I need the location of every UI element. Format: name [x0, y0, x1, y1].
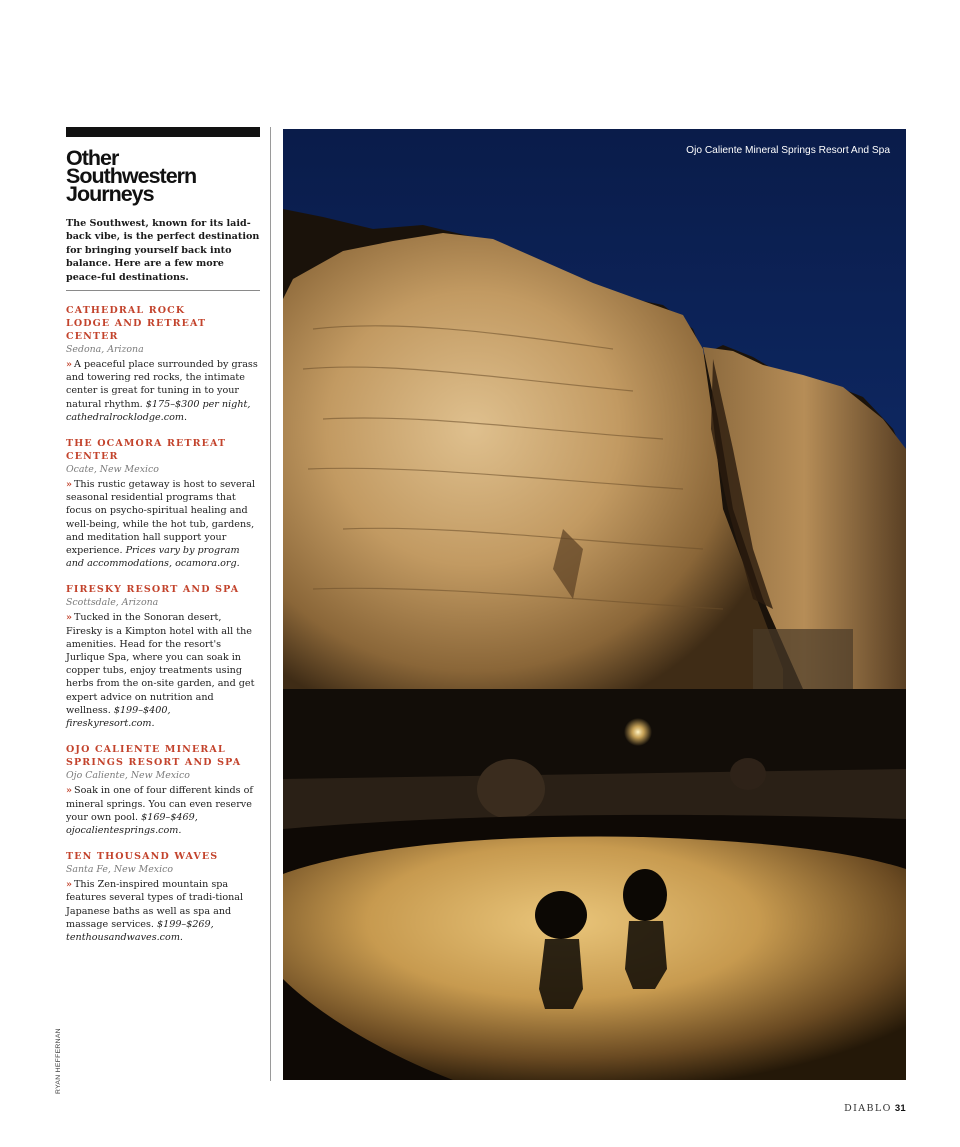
entry-info: $175–$300 per night, cathedralrocklodge.com.	[66, 398, 251, 423]
entry-title-line: OJO CALIENTE MINERAL	[66, 744, 226, 756]
column-divider	[270, 127, 271, 1081]
bullet-glyph: »	[66, 479, 72, 491]
entry-title-line: SPRINGS RESORT AND SPA	[66, 757, 242, 769]
entry-description-text: Soak in one of four different kinds of mineral springs. You can even reserve your own pool.	[66, 785, 253, 823]
entry-description	[66, 478, 260, 570]
heading-line: Journeys	[66, 182, 154, 206]
entry-location: Ojo Caliente, New Mexico	[66, 770, 190, 782]
entry-title-line: LODGE AND RETREAT CENTER	[66, 318, 207, 343]
entry-description-text: This rustic getaway is host to several seasonal residential programs that focus on psycho-spiritual healing and well-being, while the hot tub, gardens, and meditation hall support your experience.	[66, 479, 256, 557]
entry-location: Sedona, Arizona	[66, 344, 144, 356]
entry-title	[66, 850, 260, 863]
bullet-glyph: »	[66, 785, 72, 797]
sidebar-heading	[66, 146, 260, 206]
entry-location: Scottsdale, Arizona	[66, 597, 159, 609]
entry-title	[66, 304, 260, 343]
entry-description	[66, 358, 260, 424]
heading-line: Other	[66, 146, 119, 170]
bullet-glyph: »	[66, 879, 72, 891]
pool-water	[283, 837, 906, 1080]
bullet-glyph: »	[66, 359, 72, 371]
entry-title-line: FIRESKY RESORT AND SPA	[66, 584, 240, 596]
entry-location: Ocate, New Mexico	[66, 464, 159, 476]
entry-info: $199–$400, fireskyresort.com.	[66, 704, 171, 730]
entry-title	[66, 583, 260, 596]
entry-description	[66, 611, 260, 730]
photo-caption: Ojo Caliente Mineral Springs Resort And Spa	[686, 145, 890, 156]
entry-description-text: This Zen-inspired mountain spa features several types of tradi-tional Japanese baths as well as spa and massage services.	[66, 879, 244, 930]
heading-bar	[66, 127, 260, 137]
destination-entry	[66, 850, 260, 944]
destination-entry	[66, 743, 260, 837]
sidebar-intro: The Southwest, known for its laid-back vibe, is the perfect destination for bringing yourself back into balance. Here are a few more peace-ful destinations.	[66, 217, 260, 291]
entry-title-line: CATHEDRAL ROCK	[66, 305, 186, 317]
entry-title-line: THE OCAMORA RETREAT	[66, 438, 227, 450]
entry-title	[66, 437, 260, 463]
bullet-glyph: »	[66, 612, 72, 624]
building-silhouette	[283, 689, 906, 779]
destination-entry	[66, 304, 260, 424]
destination-entry	[66, 437, 260, 570]
entry-title-line: CENTER	[66, 451, 119, 463]
destination-entry	[66, 583, 260, 730]
magazine-name: DIABLO	[844, 1103, 892, 1114]
entry-info: $199–$269, tenthousandwaves.com.	[66, 918, 214, 943]
wall-lamp	[624, 718, 652, 746]
sidebar	[66, 127, 260, 944]
entry-info: Prices vary by program and accommodations, ocamora.org.	[66, 545, 240, 570]
page-number: 31	[894, 1103, 906, 1114]
entry-info: $169–$469, ojocalientesprings.com.	[66, 811, 198, 836]
entry-location: Santa Fe, New Mexico	[66, 864, 173, 876]
entry-description	[66, 878, 260, 944]
boulder	[477, 759, 545, 819]
page-folio	[844, 1103, 906, 1114]
fence	[753, 629, 853, 689]
planter-pot	[730, 758, 766, 790]
entry-description-text: A peaceful place surrounded by grass and towering red rocks, the intimate center is great for tuning in to your natural rhythm.	[66, 359, 258, 410]
photo-credit: RYAN HEFFERNAN	[55, 1028, 62, 1094]
heading-line: Southwestern	[66, 164, 197, 188]
entry-title	[66, 743, 260, 769]
entry-description	[66, 784, 260, 837]
hot-spring-illustration	[283, 129, 906, 1080]
entry-title-line: TEN THOUSAND WAVES	[66, 851, 219, 863]
entry-description-text: Tucked in the Sonoran desert, Firesky is a Kimpton hotel with all the amenities. Head for the resort's Jurlique Spa, where you can soak in copper tubs, enjoy treatments using herbs from the on-site garden, and get expert advice on nutrition and wellness.	[66, 612, 255, 716]
feature-photo	[283, 129, 906, 1080]
